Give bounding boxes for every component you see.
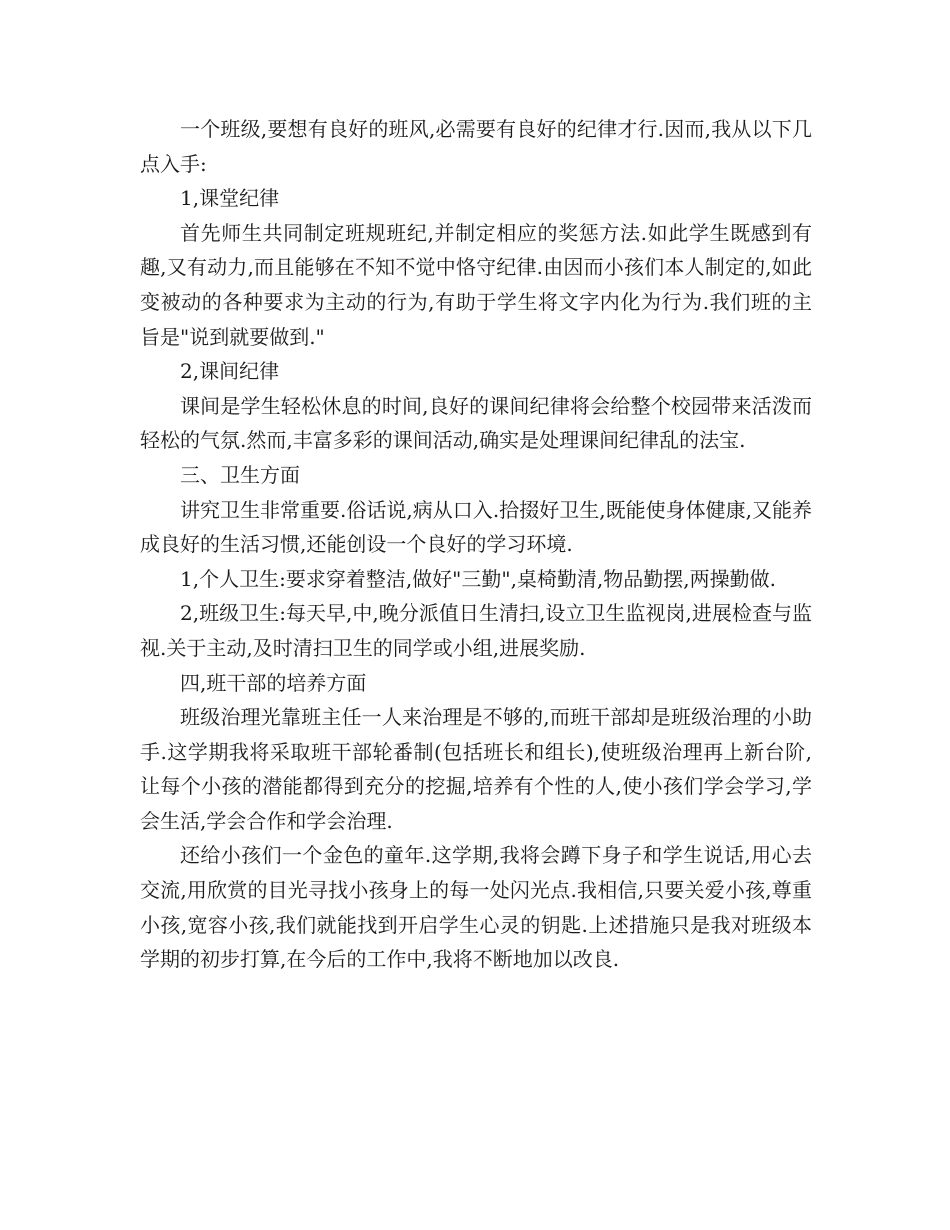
- paragraph-classroom-discipline: 首先师生共同制定班规班纪,并制定相应的奖惩方法.如此学生既感到有趣,又有动力,而且能够在不知不觉中恪守纪律.由因而小孩们本人制定的,如此变被动的各种要求为主动的行为,有助于学生将文字内化为行为.我们班的主旨是"说到就要做到.": [140, 220, 812, 349]
- paragraph-class-hygiene: 2,班级卫生:每天早,中,晚分派值日生清扫,设立卫生监视岗,进展检查与监视.关于主动,及时清扫卫生的同学或小组,进展奖励.: [140, 601, 812, 660]
- heading-hygiene: 三、卫生方面: [180, 462, 300, 487]
- paragraph-personal-hygiene: 1,个人卫生:要求穿着整洁,做好"三勤",桌椅勤清,物品勤摆,两操勤做.: [180, 566, 777, 591]
- heading-break-discipline: 2,课间纪律: [180, 359, 280, 384]
- document-body: [140, 112, 812, 977]
- paragraph-intro: 一个班级,要想有良好的班风,必需要有良好的纪律才行.因而,我从以下几点入手:: [140, 117, 812, 176]
- paragraph-break-discipline: 课间是学生轻松休息的时间,良好的课间纪律将会给整个校园带来活泼而轻松的气氛.然而,丰富多彩的课间活动,确实是处理课间纪律乱的法宝.: [140, 393, 812, 453]
- paragraph-class-cadres: 班级治理光靠班主任一人来治理是不够的,而班干部却是班级治理的小助手.这学期我将采取班干部轮番制(包括班长和组长),使班级治理再上新台阶,让每个小孩的潜能都得到充分的挖掘,培养有个性的人,使小孩们学会学习,学会生活,学会合作和学会治理.: [140, 705, 812, 833]
- heading-class-cadres: 四,班干部的培养方面: [180, 670, 367, 695]
- heading-classroom-discipline: 1,课堂纪律: [180, 186, 280, 211]
- paragraph-hygiene: 讲究卫生非常重要.俗话说,病从口入.拾掇好卫生,既能使身体健康,又能养成良好的生活习惯,还能创设一个良好的学习环境.: [140, 497, 812, 557]
- paragraph-conclusion: 还给小孩们一个金色的童年.这学期,我将会蹲下身子和学生说话,用心去交流,用欣赏的目光寻找小孩身上的每一处闪光点.我相信,只要关爱小孩,尊重小孩,宽容小孩,我们就能找到开启学生心灵的钥匙.上述措施只是我对班级本学期的初步打算,在今后的工作中,我将不断地加以改良.: [140, 843, 812, 972]
